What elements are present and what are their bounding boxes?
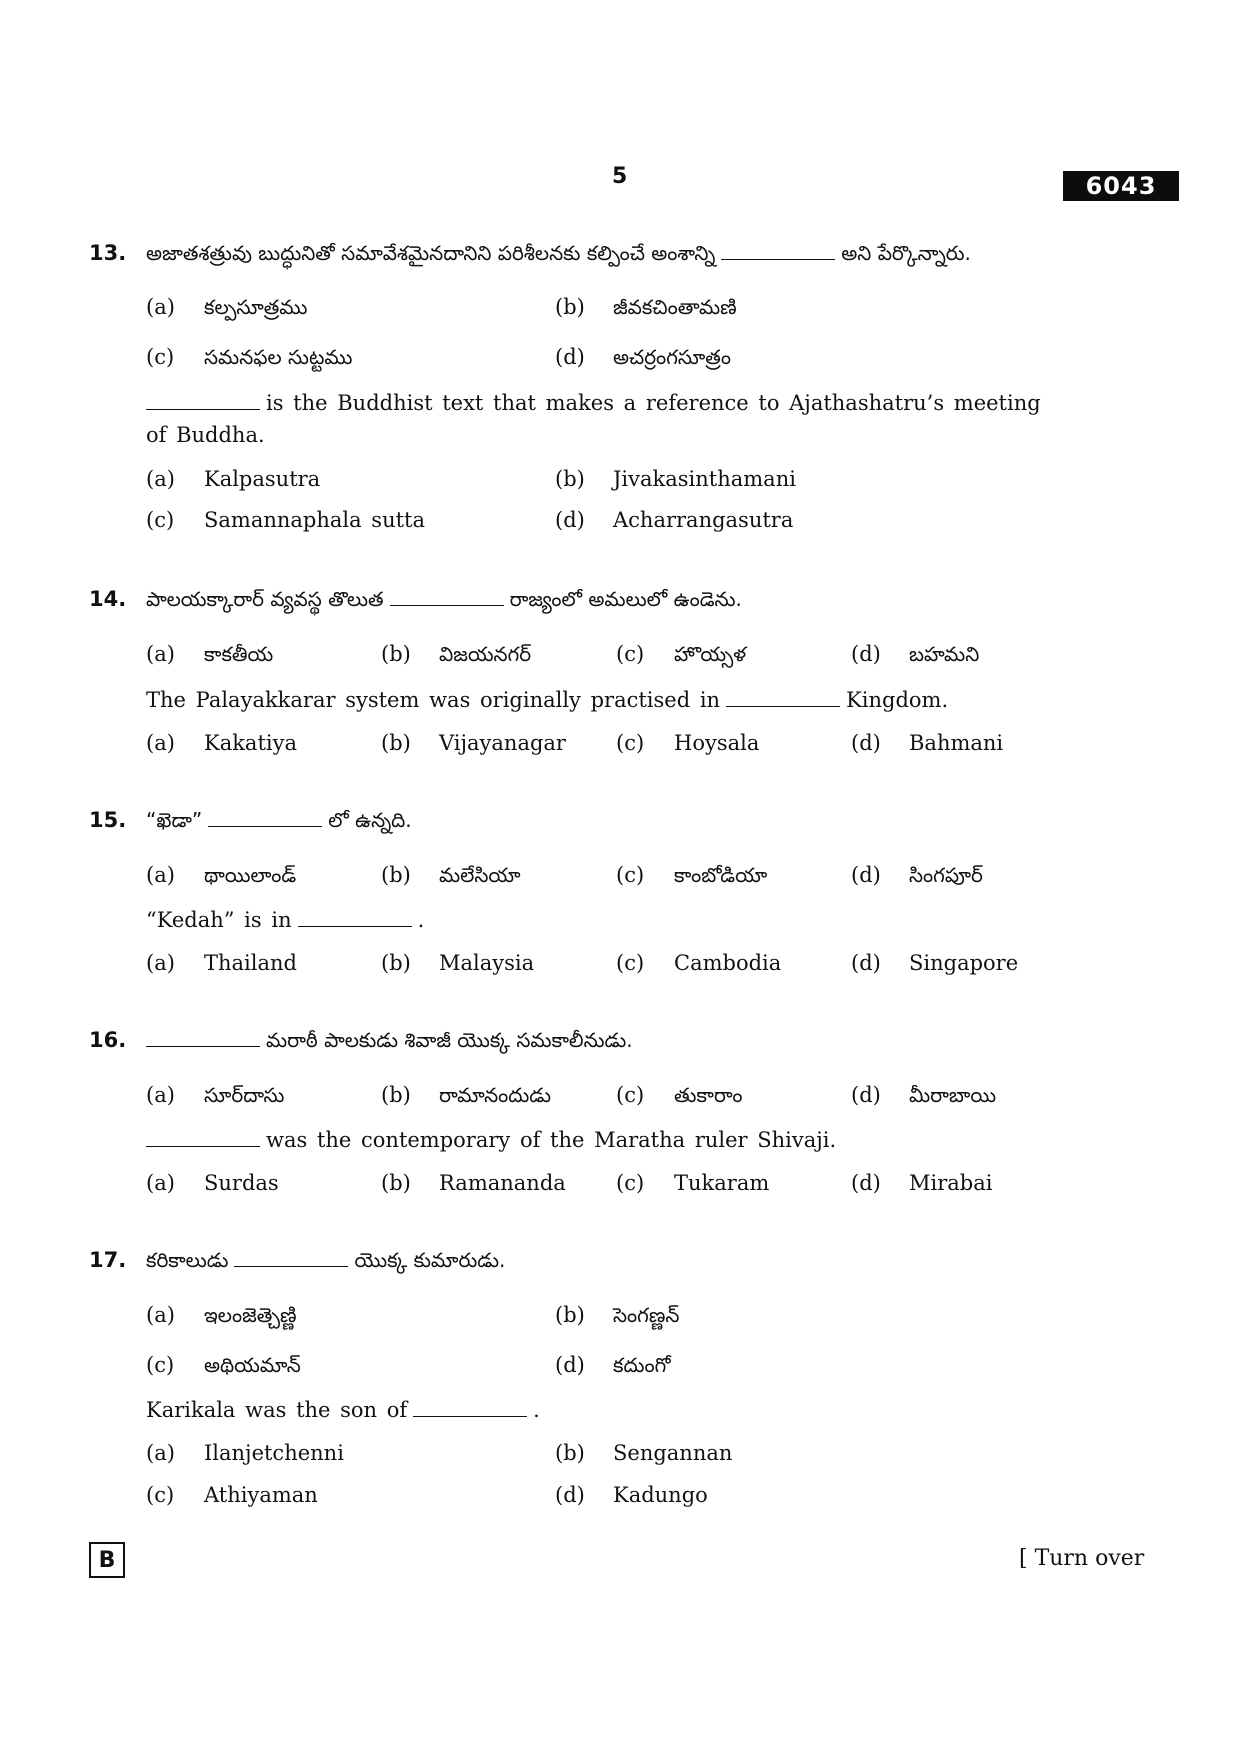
option-a-telugu: (a) కల్పసూత్రము [146,295,308,319]
question-number: 15. [89,808,127,832]
option-c-telugu: (c) కాంబోడియా [616,863,768,887]
option-c-telugu: (c) తుకారాం [616,1083,743,1107]
option-a-english: (a) Ilanjetchenni [146,1441,344,1465]
option-b-english: (b) Malaysia [381,951,535,975]
option-d-english: (d) Kadungo [555,1483,708,1507]
question-telugu-text: అజాతశత్రువు బుద్ధునితో సమావేశమైనదానిని పరిశీలనకు కల్పించే అంశాన్ని అని పేర్కొన్నారు. [146,241,971,265]
answer-blank [146,1126,260,1147]
question-english-text-cont: of Buddha. [146,423,265,447]
answer-blank [413,1396,527,1417]
question-english-text: Karikala was the son of . [146,1398,540,1422]
question-telugu-text: పాలయక్కారార్ వ్యవస్థ తొలుత రాజ్యంలో అమలులో ఉండెను. [146,587,742,611]
booklet-series-box: B [89,1542,125,1578]
answer-blank [726,686,840,707]
option-d-english: (d) Bahmani [851,731,1004,755]
answer-blank [234,1246,348,1267]
paper-code-badge: 6043 [1063,171,1179,201]
option-d-telugu: (d) బహమని [851,642,980,666]
option-a-telugu: (a) సూర్‌దాసు [146,1083,285,1107]
turn-over-note: [ Turn over [1019,1546,1145,1571]
option-d-english: (d) Singapore [851,951,1019,975]
option-d-telugu: (d) మీరాబాయి [851,1083,997,1107]
option-c-english: (c) Samannaphala sutta [146,508,426,532]
option-b-english: (b) Ramananda [381,1171,566,1195]
option-a-english: (a) Thailand [146,951,297,975]
option-c-telugu: (c) సమనఫల సుట్టము [146,345,353,369]
page-number: 5 [612,164,628,189]
question-number: 17. [89,1248,127,1272]
answer-blank [146,389,260,410]
option-d-english: (d) Acharrangasutra [555,508,794,532]
question-number: 14. [89,587,127,611]
option-b-telugu: (b) మలేసియా [381,863,521,887]
answer-blank [721,239,835,260]
option-c-english: (c) Cambodia [616,951,782,975]
option-b-telugu: (b) జీవకచింతామణి [555,295,737,319]
question-telugu-text: “ఖెడా” లో ఉన్నది. [146,808,412,832]
option-c-telugu: (c) హొయ్సళ [616,642,747,666]
question-english-text: was the contemporary of the Maratha ruler Shivaji. [146,1125,836,1155]
question-telugu-text: మరాఠీ పాలకుడు శివాజీ యొక్క సమకాలీనుడు. [146,1025,633,1055]
question-english-text: The Palayakkarar system was originally practised in Kingdom. [146,688,949,712]
option-c-english: (c) Hoysala [616,731,760,755]
question-number: 13. [89,241,127,265]
option-c-english: (c) Athiyaman [146,1483,318,1507]
option-b-telugu: (b) సెంగణ్ణన్ [555,1303,680,1327]
option-b-english: (b) Vijayanagar [381,731,566,755]
question-english-text: “Kedah” is in . [146,908,425,932]
option-b-english: (b) Sengannan [555,1441,733,1465]
option-c-english: (c) Tukaram [616,1171,770,1195]
question-number: 16. [89,1028,127,1052]
option-d-english: (d) Mirabai [851,1171,993,1195]
option-d-telugu: (d) సింగపూర్ [851,863,983,887]
answer-blank [208,806,322,827]
option-a-english: (a) Kakatiya [146,731,297,755]
option-a-english: (a) Kalpasutra [146,467,321,491]
question-telugu-text: కరికాలుడు యొక్క కుమారుడు. [146,1248,506,1272]
option-c-telugu: (c) అథియమాన్ [146,1353,301,1377]
option-a-telugu: (a) ఇలంజెత్చెణ్ణి [146,1303,297,1327]
option-a-english: (a) Surdas [146,1171,279,1195]
option-b-telugu: (b) విజయనగర్ [381,642,532,666]
option-a-telugu: (a) కాకతీయ [146,642,274,666]
option-b-telugu: (b) రామానందుడు [381,1083,552,1107]
option-b-english: (b) Jivakasinthamani [555,467,796,491]
answer-blank [146,1026,260,1047]
question-english-text: is the Buddhist text that makes a reference to Ajathashatru’s meeting [146,388,1041,418]
option-d-telugu: (d) అచర్రంగసూత్రం [555,345,731,369]
answer-blank [390,585,504,606]
option-a-telugu: (a) థాయిలాండ్ [146,863,297,887]
option-d-telugu: (d) కదుంగో [555,1353,671,1377]
answer-blank [298,906,412,927]
